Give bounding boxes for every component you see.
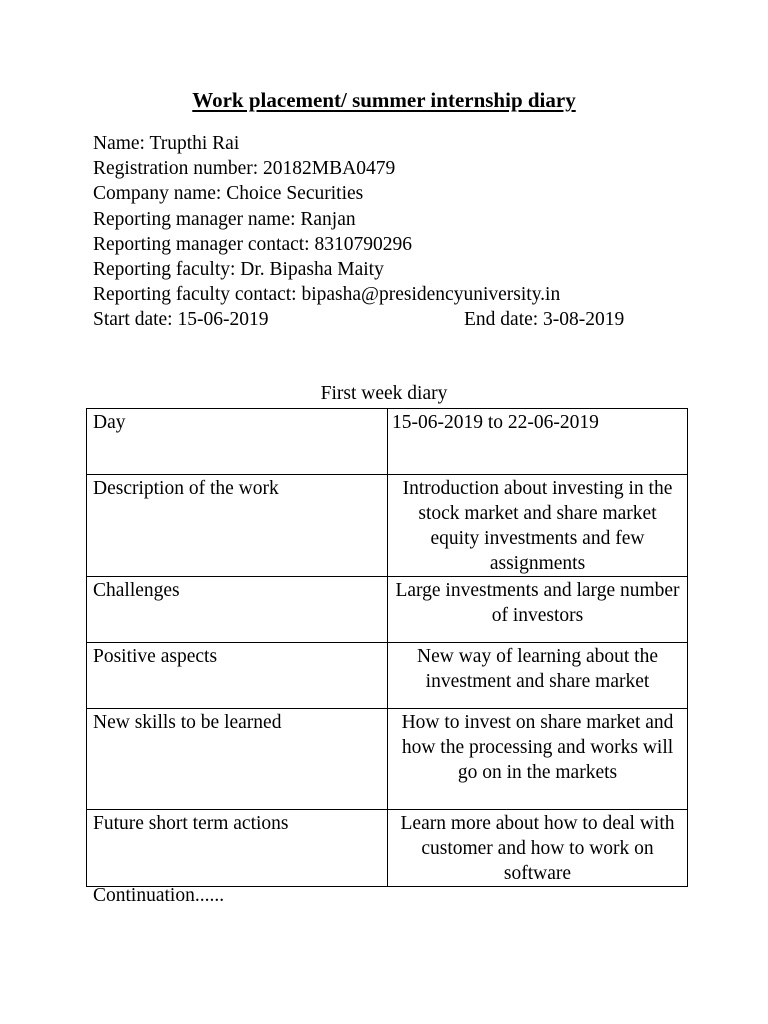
reporting-faculty: Reporting faculty: Dr. Bipasha Maity: [93, 258, 384, 280]
row-label: Future short term actions: [87, 810, 388, 887]
row-value: New way of learning about the investment and share market: [388, 643, 688, 709]
student-name: Name: Trupthi Rai: [93, 133, 240, 154]
table-row-positive-aspects: [87, 643, 688, 709]
row-value: How to invest on share market and how the processing and works will go on in the markets: [388, 709, 688, 810]
table-row-day: [87, 409, 688, 475]
row-label: Challenges: [87, 577, 388, 643]
row-value: 15-06-2019 to 22-06-2019: [388, 409, 688, 475]
document-title: Work placement/ summer internship diary: [192, 88, 576, 112]
row-value: Introduction about investing in the stock market and share market equity investments and few assignments: [388, 475, 688, 577]
row-label: Description of the work: [87, 475, 388, 577]
diary-table: [86, 408, 688, 887]
end-date: End date: 3-08-2019: [464, 309, 625, 331]
table-row-challenges: [87, 577, 688, 643]
table-row-description: [87, 475, 688, 577]
reporting-manager-name: Reporting manager name: Ranjan: [93, 208, 356, 230]
reporting-faculty-contact: Reporting faculty contact: bipasha@presidencyuniversity.in: [93, 284, 561, 306]
registration-number: Registration number: 20182MBA0479: [93, 158, 396, 180]
row-label: New skills to be learned: [87, 709, 388, 810]
reporting-manager-contact: Reporting manager contact: 8310790296: [93, 233, 412, 255]
table-row-new-skills: [87, 709, 688, 810]
row-label: Day: [87, 409, 388, 475]
row-value: Large investments and large number of investors: [388, 577, 688, 643]
table-row-future-actions: [87, 810, 688, 887]
row-value: Learn more about how to deal with customer and how to work on software: [388, 810, 688, 887]
student-info-block: [93, 131, 693, 333]
start-date: Start date: 15-06-2019: [93, 309, 269, 331]
company-name: Company name: Choice Securities: [93, 183, 364, 205]
week-title: First week diary: [320, 383, 448, 404]
date-range: [93, 307, 693, 332]
continuation-note: Continuation......: [93, 885, 225, 906]
row-label: Positive aspects: [87, 643, 388, 709]
